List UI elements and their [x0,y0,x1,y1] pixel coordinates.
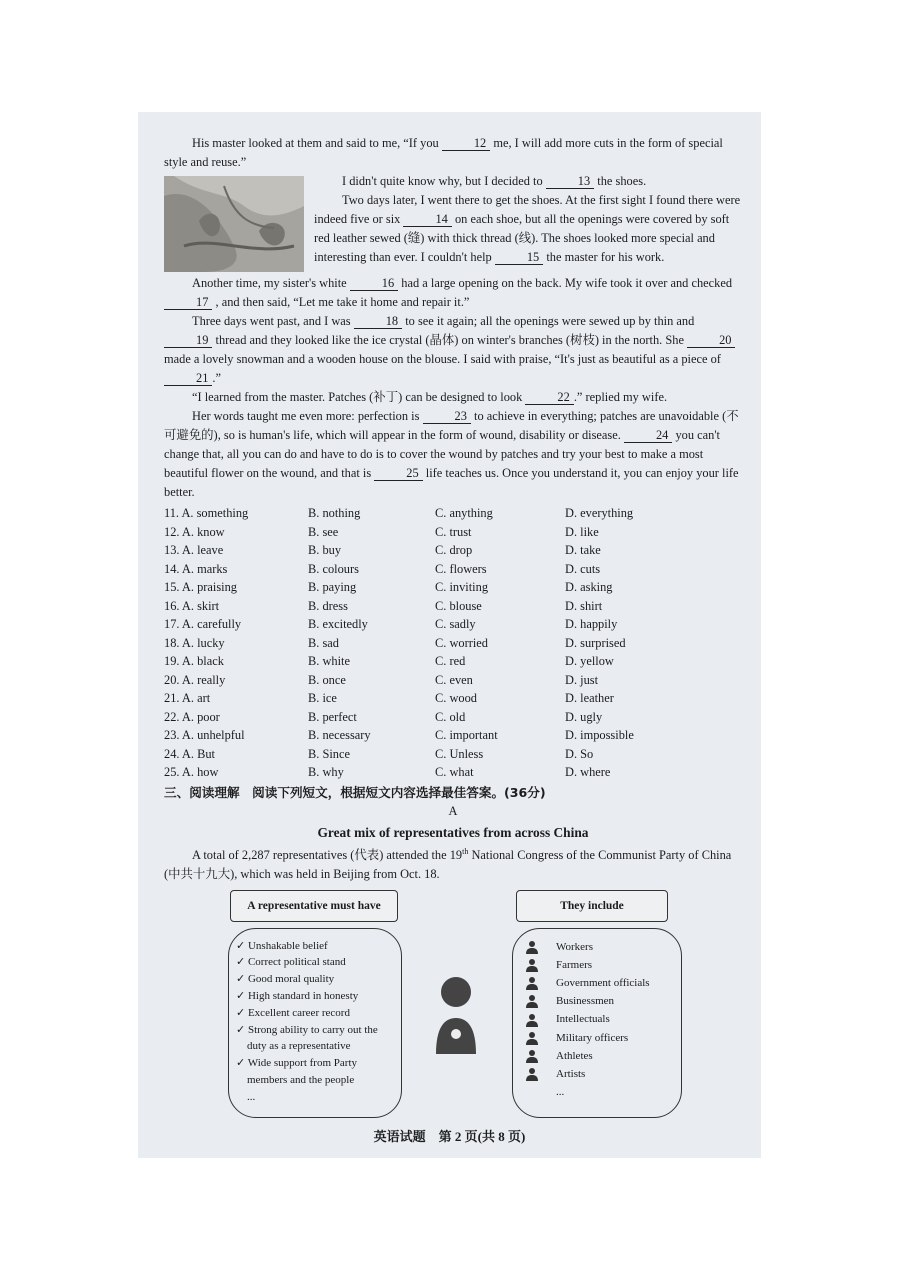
article-intro [164,842,742,884]
option-b: B. why [308,765,344,779]
requirement-item: ✓ Excellent career record [236,1006,350,1019]
representative-type-label: Intellectuals [556,1013,610,1026]
option-row [164,578,742,597]
option-b: B. sad [308,635,339,650]
question-number: 17. [164,617,180,631]
option-a [164,523,308,542]
text: the shoes. [597,174,647,188]
requirement-item: members and the people [236,1074,355,1086]
option-a [164,763,308,782]
option-c: C. red [435,654,466,668]
option-a-text: A. black [181,654,224,668]
page-footer: 英语试题 第 2 页(共 8 页) [373,1129,526,1144]
option-a-text: A. poor [181,709,220,724]
option-c: C. even [435,672,473,687]
option-d: D. just [565,672,599,687]
representative-type [524,974,678,992]
option-d: D. everything [565,506,634,520]
requirement-item: ✓ High standard in honesty [236,990,359,1003]
option-a [164,726,308,745]
text: Another time, my sister's white [192,276,347,290]
intellectual-icon [524,1013,540,1027]
representative-figure-icon [434,976,478,1054]
option-d: D. So [565,746,594,761]
text: Two days later, I went there to get the shoes. At the first sight I found there were indeed five or six [314,193,741,226]
option-d: D. ugly [565,709,603,724]
representative-type [524,1065,678,1083]
option-row [164,634,742,653]
option-a-text: A. something [181,506,249,520]
option-b: B. see [308,524,339,539]
option-b: B. once [308,672,346,687]
option-b: B. dress [308,598,348,613]
blank-icon [524,1085,540,1099]
blank-13: 13 [546,175,594,189]
option-a-text: A. lucky [181,635,225,650]
answer-options [164,504,742,782]
representative-type-label: Farmers [556,958,593,971]
option-d: D. cuts [565,561,601,576]
shoe-photo-icon [164,176,304,272]
option-c: C. anything [435,506,493,520]
option-a [164,652,308,671]
option-a [164,671,308,690]
option-row [164,671,742,690]
text: National Congress of the Communist Party of China (中共十九大), which was held in Beijing from Oct. 18. [164,847,732,881]
question-number: 25. [164,765,180,779]
text: .” replied my wife. [573,390,668,404]
option-row [164,689,742,708]
option-a [164,541,308,560]
requirement-item: ✓ Unshakable belief [236,939,328,952]
question-number: 22. [164,709,180,724]
question-number: 24. [164,746,180,761]
paragraph-6 [164,388,742,407]
option-b: B. colours [308,561,359,576]
requirements-list [236,938,396,1106]
businessman-icon [524,994,540,1008]
question-number: 19. [164,654,180,668]
option-b: B. perfect [308,709,357,724]
option-d: D. take [565,543,601,557]
option-row [164,763,742,782]
option-a-text: A. marks [181,561,228,576]
blank-23: 23 [423,410,471,424]
option-c: C. blouse [435,598,482,613]
option-b: B. necessary [308,728,371,742]
option-c: C. old [435,709,466,724]
option-c: C. inviting [435,580,489,594]
text: Her words taught me even more: perfection is [192,409,420,423]
text: , and then said, “Let me take it home and repair it.” [215,295,470,309]
option-d: D. like [565,524,599,539]
article-title: Great mix of representatives from across China [317,824,589,840]
representative-type-label: ... [556,1086,565,1099]
option-a [164,689,308,708]
shoe-patch-photo [164,176,304,272]
representative-type [524,956,678,974]
text: to see it again; all the openings were sewed up by thin and [405,314,695,328]
option-row [164,523,742,542]
question-number: 18. [164,635,180,650]
option-a-text: A. know [181,524,225,539]
option-d: D. surprised [565,635,626,650]
representative-type [524,1083,678,1101]
question-number: 12. [164,524,180,539]
option-c: C. Unless [435,746,484,761]
official-icon [524,976,540,990]
option-a-text: A. really [181,672,226,687]
text: A total of 2,287 representatives (代表) attended the 19 [192,847,463,862]
representative-type-label: Military officers [556,1031,629,1044]
option-row [164,652,742,671]
option-b: B. white [308,654,350,668]
representative-type-label: Artists [556,1068,586,1081]
representative-type [524,992,678,1010]
representative-type [524,938,678,956]
option-b: B. Since [308,746,350,761]
option-d: D. impossible [565,728,634,742]
question-number: 20. [164,672,180,687]
representative-type-label: Athletes [556,1049,593,1062]
option-a [164,560,308,579]
requirement-item: ✓ Strong ability to carry out the [236,1023,378,1036]
blank-12: 12 [442,137,490,151]
option-b: B. excitedly [308,617,368,631]
option-a-text: A. leave [181,543,224,557]
requirement-item: ✓ Correct political stand [236,956,346,969]
option-c: C. what [435,765,474,779]
text: on each shoe, but all the openings were covered by soft red leather sewed (缝) with thick thread (线). The shoes looked more special and interesting than ever. I couldn't help [314,212,730,264]
representative-type [524,1029,678,1047]
option-d: D. yellow [565,654,614,668]
option-b: B. buy [308,543,342,557]
option-row [164,708,742,727]
blank-19: 19 [164,334,212,348]
text: life teaches us. Once you understand it, you can enjoy your life better. [164,466,739,499]
option-row [164,560,742,579]
option-a-text: A. carefully [181,617,242,631]
paragraph-5 [164,312,742,388]
option-a-text: A. art [181,691,211,705]
option-a [164,634,308,653]
text: thread and they looked like the ice crystal (晶体) on winter's branches (树枝) in the north. She [215,333,684,347]
text: to achieve in everything; patches are unavoidable (不可避免的), so is human's life, which will appear in the form of wound, disability or disease. [164,409,739,442]
option-a-text: A. how [181,765,219,779]
representative-type-label: Government officials [556,977,650,990]
infographic [164,890,742,1122]
athlete-icon [524,1049,540,1063]
text: the master for his work. [546,250,665,264]
question-number: 16. [164,598,180,613]
blank-16: 16 [350,277,398,291]
option-a-text: A. skirt [181,598,220,613]
paragraph-4 [164,274,742,312]
option-a-text: A. praising [181,580,237,594]
question-number: 13. [164,543,180,557]
requirement-item: ✓ Good moral quality [236,973,335,986]
option-row [164,504,742,523]
representative-type [524,1047,678,1065]
requirement-item: ... [236,1090,256,1103]
option-row [164,541,742,560]
option-d: D. happily [565,617,618,631]
artist-icon [524,1067,540,1081]
option-c: C. trust [435,524,472,539]
option-row [164,726,742,745]
text: me, I will add more cuts in the form of special style and reuse.” [164,136,723,169]
military-icon [524,1031,540,1045]
blank-24: 24 [624,429,672,443]
option-row [164,615,742,634]
option-b: B. paying [308,580,357,594]
blank-14: 14 [403,213,451,227]
text: I didn't quite know why, but I decided to [342,174,543,188]
option-a [164,578,308,597]
blank-17: 17 [164,296,212,310]
superscript: th [462,846,469,856]
option-a-text: A. unhelpful [181,728,245,742]
text: “I learned from the master. Patches (补丁) can be designed to look [192,390,523,404]
exam-page [138,112,761,1158]
representative-type [524,1010,678,1028]
option-d: D. shirt [565,598,603,613]
option-d: D. asking [565,580,613,594]
farmer-icon [524,958,540,972]
representative-type-label: Businessmen [556,995,615,1008]
text: His master looked at them and said to me, “If you [192,136,439,150]
text: Three days went past, and I was [192,314,351,328]
option-a [164,504,308,523]
blank-20: 20 [687,334,735,348]
text: had a large opening on the back. My wife took it over and checked [401,276,733,290]
representative-types-list [524,938,678,1102]
part-label: A [448,803,458,818]
text: .” [212,371,221,385]
option-b: B. nothing [308,506,361,520]
option-a [164,615,308,634]
question-number: 23. [164,728,180,742]
page-content [164,134,742,1122]
requirement-item: duty as a representative [236,1040,351,1053]
blank-21: 21 [164,372,212,386]
paragraph-1 [164,134,742,172]
option-a [164,745,308,764]
worker-icon [524,940,540,954]
option-a [164,597,308,616]
question-number: 15. [164,580,180,594]
text: made a lovely snowman and a wooden house on the blouse. I said with praise, “It's just as beautiful as a piece of [164,352,721,366]
question-number: 14. [164,561,180,576]
option-row [164,597,742,616]
section-heading: 三、阅读理解 阅读下列短文，根据短文内容选择最佳答案。(36分) [164,784,546,800]
option-d: D. leather [565,691,614,705]
option-b: B. ice [308,691,337,705]
option-c: C. flowers [435,561,487,576]
option-d: D. where [565,765,611,779]
left-box-title: A representative must have [230,890,398,922]
question-number: 11. [164,506,180,520]
option-row [164,745,742,764]
text: you can't change that, all you can do and have to do is to cover the wound by patches and try your best to make a most beautiful flower on the wound, and that is [164,428,720,480]
blank-18: 18 [354,315,402,329]
right-box-title: They include [516,890,668,922]
requirement-item: ✓ Wide support from Party [236,1057,357,1070]
blank-22: 22 [525,391,573,405]
blank-25: 25 [374,467,422,481]
representative-type-label: Workers [556,940,593,953]
option-c: C. sadly [435,617,476,631]
blank-15: 15 [495,251,543,265]
option-a-text: A. But [181,746,215,761]
question-number: 21. [164,691,180,705]
option-c: C. wood [435,691,477,705]
option-c: C. drop [435,543,473,557]
paragraph-7 [164,407,742,502]
option-a [164,708,308,727]
option-c: C. worried [435,635,488,650]
option-c: C. important [435,728,498,742]
